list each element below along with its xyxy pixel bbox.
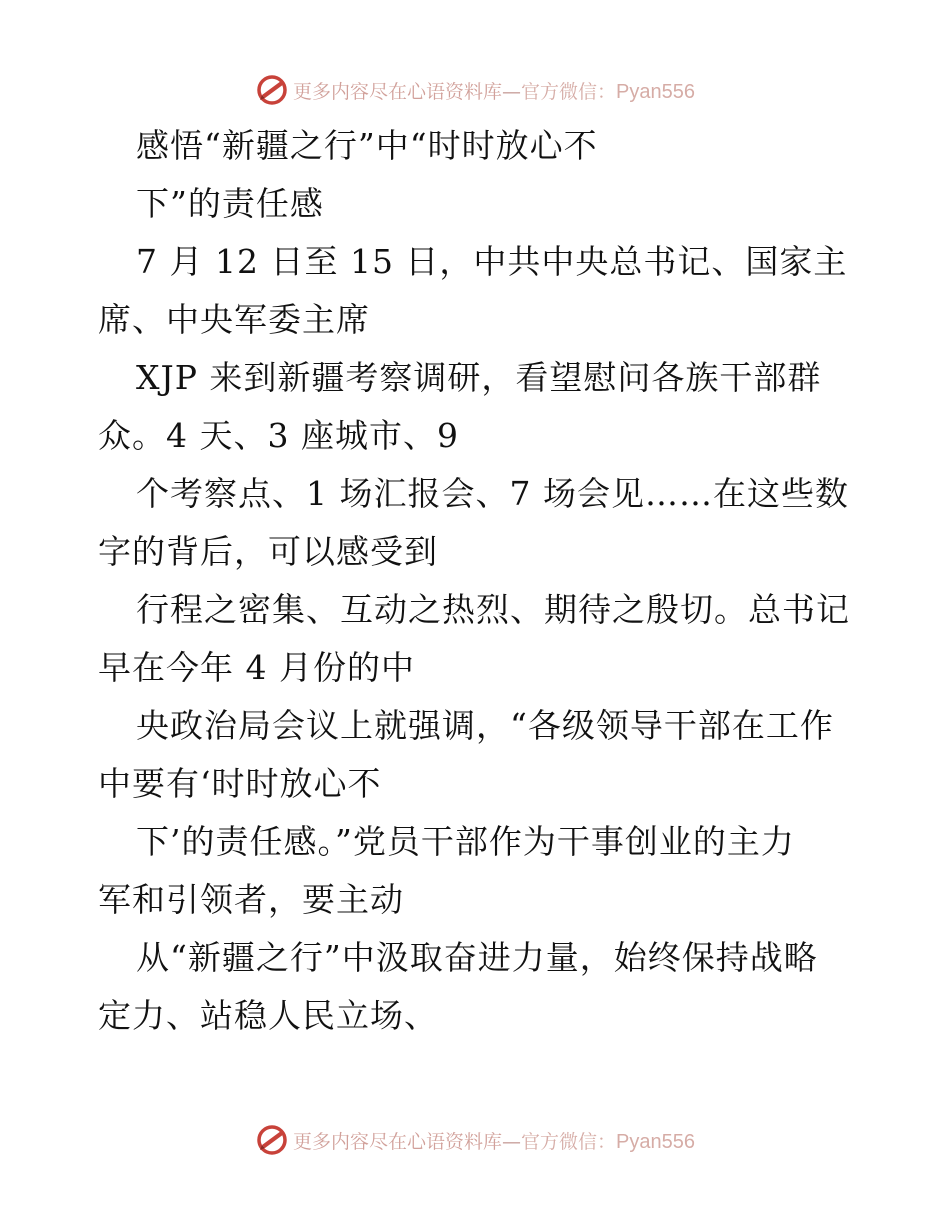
paragraph-line: 中要有‘时时放心不 xyxy=(98,764,382,803)
watermark-wechat-id: Pyan556 xyxy=(616,80,695,103)
pen-circle-logo-icon xyxy=(255,73,289,107)
paragraph-line: 个考察点、1 场汇报会、7 场会见……在这些数 xyxy=(136,474,849,513)
watermark-wechat-id: Pyan556 xyxy=(616,1130,695,1153)
document-body xyxy=(98,117,858,1045)
paragraph-line: 定力、站稳人民立场、 xyxy=(98,996,438,1035)
paragraph-line: 字的背后，可以感受到 xyxy=(98,532,438,571)
paragraph-line: 从“新疆之行”中汲取奋进力量，始终保持战略 xyxy=(136,938,818,977)
pen-circle-logo-icon xyxy=(255,1123,289,1157)
paragraph-line: 众。4 天、3 座城市、9 xyxy=(98,416,459,455)
paragraph-line: 央政治局会议上就强调，“各级领导干部在工作 xyxy=(136,706,834,745)
paragraph-line: 席、中央军委主席 xyxy=(98,300,370,339)
paragraph-line: XJP 来到新疆考察调研，看望慰问各族干部群 xyxy=(136,358,822,397)
title-line-1: 感悟“新疆之行”中“时时放心不 xyxy=(136,126,598,165)
watermark-dash: — xyxy=(502,1130,522,1153)
paragraph-line: 军和引领者，要主动 xyxy=(98,880,404,919)
header-watermark xyxy=(0,70,950,110)
watermark-dash: — xyxy=(502,80,522,103)
footer-watermark xyxy=(0,1120,950,1160)
watermark-site-text: 更多内容尽在心语资料库 xyxy=(293,1130,503,1153)
watermark-official-label: 官方微信： xyxy=(521,1130,617,1153)
paragraph-line: 下’的责任感。”党员干部作为干事创业的主力 xyxy=(136,822,795,861)
paragraph-line: 早在今年 4 月份的中 xyxy=(98,648,415,687)
title-line-2: 下”的责任感 xyxy=(136,184,324,223)
watermark-site-text: 更多内容尽在心语资料库 xyxy=(293,80,503,103)
paragraph-line: 7 月 12 日至 15 日，中共中央总书记、国家主 xyxy=(136,242,848,281)
paragraph-line: 行程之密集、互动之热烈、期待之殷切。总书记 xyxy=(136,590,850,629)
watermark-official-label: 官方微信： xyxy=(521,80,617,103)
